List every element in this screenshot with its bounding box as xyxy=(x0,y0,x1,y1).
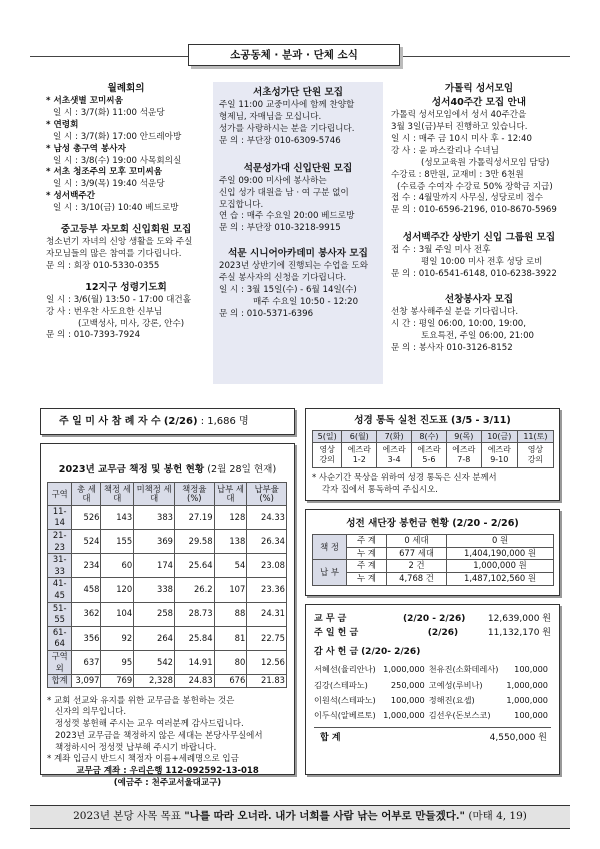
building-row xyxy=(313,560,554,573)
guide-title: 선창봉사자 모집 xyxy=(444,294,514,306)
bible100-recruit xyxy=(391,231,567,281)
youth-line: 청소년기 자녀의 신앙 생활을 도와 주실 xyxy=(46,237,193,248)
budget-note: 정성껏 봉헌해 주시는 교우 여러분께 감사드립니다. xyxy=(55,719,244,730)
reading-day: 11(토) xyxy=(517,431,553,443)
mass-count: : 1,686 명 xyxy=(200,416,249,427)
thanks-cell: 이원석(스테파노) xyxy=(314,694,376,705)
reading-day: 8(수) xyxy=(412,431,447,443)
choir-recruit xyxy=(219,86,377,148)
budget-subtitle: (2월 28일 현재) xyxy=(207,464,277,475)
page-title: 소공동체 · 분과 · 단체 소식 xyxy=(188,44,400,66)
youth-recruit xyxy=(46,223,206,273)
total-label: 합 계 xyxy=(320,733,341,744)
senior-line: 문 의 : 010-5371-6396 xyxy=(219,308,314,319)
reading-day: 5(일) xyxy=(313,431,342,443)
prayer-line: 일 시 : 3/6(월) 13:50 - 17:00 대건홀 xyxy=(46,294,191,305)
thanks-cell: 100,000 xyxy=(514,710,548,721)
building-cell: 1,000,000 원 xyxy=(447,560,554,573)
thanks-date: (2/20- 2/26) xyxy=(361,646,421,657)
budget-cell: 27.19 xyxy=(175,505,215,529)
budget-cell: 526 xyxy=(72,505,101,529)
building-cell: 누 계 xyxy=(347,573,387,586)
bible100-line: 문 의 : 010-6541-6148, 010-6238-3922 xyxy=(391,269,557,280)
budget-cell: 155 xyxy=(101,530,134,554)
budget-cell: 61-64 xyxy=(48,626,72,650)
choir-line: 문 의 : 부단장 010-6309-5746 xyxy=(219,135,341,146)
seokmun-line: 주일 09:00 미사에 봉사하는 xyxy=(219,175,327,186)
choir-line: 형제님, 자매님을 모십니다. xyxy=(219,112,322,123)
budget-cell: 88 xyxy=(214,602,247,626)
budget-cell: 369 xyxy=(134,530,175,554)
table-row xyxy=(48,578,287,602)
reading-content xyxy=(481,443,517,468)
thanks-cell: 1,000,000 xyxy=(383,710,425,721)
table-row xyxy=(48,602,287,626)
budget-cell: 26.2 xyxy=(175,578,215,602)
thanks-cell: 1,000,000 xyxy=(506,679,548,690)
reading-note: * 사순기간 묵상을 위하여 성경 통독은 신자 분께서 xyxy=(312,472,497,483)
reading-content-line: 에즈라 xyxy=(452,445,476,455)
thanks-cell: 250,000 xyxy=(390,679,425,690)
seokmun-line: 신입 성가 대원을 남 · 여 구분 없이 xyxy=(219,187,349,198)
budget-cell: 25.84 xyxy=(175,626,215,650)
budget-cell: 107 xyxy=(214,578,247,602)
budget-heading xyxy=(47,463,288,476)
reading-content-line: 영상 xyxy=(319,445,335,455)
building-box xyxy=(305,509,560,596)
budget-cell: 3,097 xyxy=(72,675,101,688)
budget-cell: 542 xyxy=(134,650,175,674)
budget-cell: 21-23 xyxy=(48,530,72,554)
thanks-table xyxy=(314,662,552,723)
budget-cell: 104 xyxy=(101,602,134,626)
bible100-line: 평일 10:00 미사 전후 성당 로비 xyxy=(421,257,543,268)
bible-line: 문 의 : 010-6596-2196, 010-8670-5969 xyxy=(391,205,557,216)
bible-line: 수강료 : 8만원, 교재비 : 3만 6천원 xyxy=(391,169,524,180)
building-cell: 2 건 xyxy=(387,560,447,573)
budget-box xyxy=(40,443,295,788)
budget-cell: 23.08 xyxy=(247,554,287,578)
budget-cell: 338 xyxy=(134,578,175,602)
budget-cell: 80 xyxy=(214,650,247,674)
reading-content-line: 에즈라 xyxy=(417,445,441,455)
budget-header-cell: 구역 xyxy=(48,483,72,506)
youth-line: 자모님들의 많은 참여를 기다립니다. xyxy=(46,248,182,259)
monthly-item-name: * 연령회 xyxy=(46,119,79,130)
budget-cell: 95 xyxy=(101,650,134,674)
mass-attendance xyxy=(40,408,295,435)
footer-quote: "나를 따라 오너라. 내가 너희를 사람 낚는 어부로 만들겠다." xyxy=(184,810,465,822)
finance-row xyxy=(314,613,551,625)
reading-content xyxy=(446,443,481,468)
budget-cell: 합계 xyxy=(48,675,72,688)
budget-cell: 143 xyxy=(101,505,134,529)
finance-row xyxy=(314,627,551,639)
thanks-cell: 천유진(소화데레사) xyxy=(428,664,499,675)
reading-content xyxy=(342,443,377,468)
thanks-cell: 정해진(요셉) xyxy=(428,694,475,705)
reading-content-line: 3-4 xyxy=(387,455,401,465)
budget-cell: 41-45 xyxy=(48,578,72,602)
budget-cell: 676 xyxy=(214,675,247,688)
finance-amount: 12,639,000 원 xyxy=(487,614,551,624)
guide-line: 시 간 : 평일 06:00, 10:00, 19:00, xyxy=(391,319,526,330)
budget-cell: 356 xyxy=(72,626,101,650)
budget-cell: 120 xyxy=(101,578,134,602)
finance-box xyxy=(305,604,560,775)
budget-body xyxy=(48,505,287,687)
budget-header-cell: 책정율 (%) xyxy=(175,483,215,506)
budget-cell: 264 xyxy=(134,626,175,650)
footer-ref: (마태 4, 19) xyxy=(468,810,527,822)
prayer-meeting xyxy=(46,281,206,343)
budget-cell: 28.73 xyxy=(175,602,215,626)
column-right xyxy=(391,82,567,363)
bible-line: 강 사 : 윤 파스칼리나 수녀님 xyxy=(391,146,499,157)
prayer-line: (고백성사, 미사, 강론, 안수) xyxy=(78,318,185,329)
building-cell: 0 세대 xyxy=(387,535,447,548)
reading-content xyxy=(412,443,447,468)
building-row xyxy=(313,547,554,560)
reading-content-line: 강의 xyxy=(319,455,335,465)
budget-cell: 29.58 xyxy=(175,530,215,554)
thanks-cell: 100,000 xyxy=(390,694,425,705)
footer-motto xyxy=(30,805,570,829)
prayer-line: 문 의 : 010-7393-7924 xyxy=(46,330,141,341)
thanks-cell: 고예성(루비나) xyxy=(428,679,483,690)
building-cell: 0 원 xyxy=(447,535,554,548)
budget-cell: 138 xyxy=(214,530,247,554)
budget-cell: 11-14 xyxy=(48,505,72,529)
choir-line: 성가를 사랑하시는 분을 기다립니다. xyxy=(219,123,355,134)
reading-note: 각자 집에서 통독하여 주십시오. xyxy=(322,483,438,494)
senior-line: 주실 봉사자의 신청을 기다립니다. xyxy=(219,273,347,284)
reading-content-line: 5-6 xyxy=(422,455,436,465)
seokmun-choir xyxy=(219,162,377,236)
footer-prefix: 2023년 본당 사목 목표 xyxy=(73,810,181,822)
building-cell: 4,768 건 xyxy=(387,573,447,586)
reading-table xyxy=(312,430,554,468)
mass-date: (2/26) xyxy=(163,416,198,427)
budget-cell: 25.64 xyxy=(175,554,215,578)
budget-note: 책정하시어 정성껏 납부해 주시기 바랍니다. xyxy=(55,742,217,753)
senior-line: 일 시 : 3월 15일(수) - 6월 14일(수) xyxy=(219,285,357,296)
senior-line: 2023년 상반기에 진행되는 수업을 도와 xyxy=(219,261,369,272)
reading-content xyxy=(313,443,342,468)
building-group: 납 부 xyxy=(313,560,347,585)
building-title: 성전 새단장 봉헌금 현황 (2/20 - 2/26) xyxy=(346,518,519,529)
budget-header-cell: 납부 세대 xyxy=(214,483,247,506)
budget-cell: 24.83 xyxy=(175,675,215,688)
bible-line: (성모교육원 가톨릭성서모임 담당) xyxy=(421,157,550,168)
column-left xyxy=(46,82,206,350)
budget-cell: 128 xyxy=(214,505,247,529)
budget-cell: 637 xyxy=(72,650,101,674)
building-cell: 누 계 xyxy=(347,547,387,560)
budget-note: * 교회 선교와 유지를 위한 교무금을 봉헌하는 것은 xyxy=(47,695,235,706)
building-table xyxy=(312,534,554,585)
guide-line: 토요특전, 주일 06:00, 21:00 xyxy=(421,330,534,341)
reading-box xyxy=(305,408,560,501)
senior-title: 석문 시니어아카데미 봉사자 모집 xyxy=(228,248,368,260)
finance-label: 주 일 헌 금 xyxy=(314,628,359,639)
thanks-cell: 1,000,000 xyxy=(506,694,548,705)
reading-content-line: 1-2 xyxy=(352,455,366,465)
finance-amount: 11,132,170 원 xyxy=(487,628,551,639)
bible100-line: 접 수 : 3월 주일 미사 전후 xyxy=(391,245,491,256)
budget-header-cell: 납부율 (%) xyxy=(247,483,287,506)
budget-cell: 24.33 xyxy=(247,505,287,529)
reading-day: 9(목) xyxy=(446,431,481,443)
reading-content-line: 에즈라 xyxy=(347,445,371,455)
thanks-cell: 김강(스테파노) xyxy=(314,679,368,690)
senior-academy xyxy=(219,247,377,321)
senior-line: 매주 수요일 10:50 - 12:20 xyxy=(253,297,359,308)
bible-line: 접 수 : 4월말까지 사무실, 성당로비 접수 xyxy=(391,193,544,204)
budget-cell: 769 xyxy=(101,675,134,688)
monthly-item-name: * 남성 총구역 봉사자 xyxy=(46,143,126,154)
budget-header-cell: 미책정 세대 xyxy=(134,483,175,506)
choir-line: 주일 11:00 교중미사에 함께 찬양할 xyxy=(219,100,355,111)
monthly-item-detail: 일 시 : 3/7(화) 11:00 석운당 xyxy=(53,108,165,119)
reading-content-line: 7-8 xyxy=(457,455,471,465)
budget-cell: 234 xyxy=(72,554,101,578)
reading-content-line: 강의 xyxy=(527,455,544,465)
choir-title: 서초성가단 단원 모집 xyxy=(252,87,344,98)
thanks-row xyxy=(314,708,552,723)
reading-day: 7(화) xyxy=(377,431,412,443)
reading-content-line: 에즈라 xyxy=(487,445,511,455)
thanks-title: 감 사 헌 금 xyxy=(314,646,359,657)
thanks-cell: 서혜선(율리안나) xyxy=(314,664,376,675)
bible-subtitle: 성서40주간 모집 안내 xyxy=(431,97,527,109)
building-cell: 677 세대 xyxy=(387,547,447,560)
bible-line: 3월 3일(금)부터 진행하고 있습니다. xyxy=(391,122,528,133)
budget-cell: 23.36 xyxy=(247,578,287,602)
thanks-row xyxy=(314,693,552,708)
table-row xyxy=(48,554,287,578)
monthly-item-name: * 성서백주간 xyxy=(46,191,95,202)
budget-cell: 14.91 xyxy=(175,650,215,674)
bible100-title: 성서백주간 상반기 신입 그룹원 모집 xyxy=(402,232,556,244)
monthly-title: 월례회의 xyxy=(107,83,145,94)
budget-cell: 81 xyxy=(214,626,247,650)
seokmun-line: 문 의 : 부단장 010-3218-9915 xyxy=(219,223,341,234)
monthly-meetings xyxy=(46,82,206,215)
guide-line: 선창 봉사해주실 분을 기다립니다. xyxy=(391,307,519,318)
monthly-item-detail: 일 시 : 3/7(화) 17:00 안드레아방 xyxy=(53,131,182,142)
table-row xyxy=(48,530,287,554)
budget-cell: 21.83 xyxy=(247,675,287,688)
bible-line: 일 시 : 매주 금 10시 미사 후 - 12:40 xyxy=(391,134,532,145)
monthly-list xyxy=(46,96,206,215)
budget-cell: 174 xyxy=(134,554,175,578)
budget-cell: 60 xyxy=(101,554,134,578)
finance-label: 교 무 금 xyxy=(314,614,347,624)
guide-recruit xyxy=(391,293,567,355)
monthly-item-name: * 서초샛별 꼬미씨움 xyxy=(46,96,123,107)
finance-date: (2/20 - 2/26) xyxy=(402,614,466,624)
table-row xyxy=(48,505,287,529)
reading-content-line: 에즈라 xyxy=(382,445,406,455)
prayer-title: 12지구 성령기도회 xyxy=(85,281,167,293)
budget-table xyxy=(47,482,287,688)
building-cell: 주 계 xyxy=(347,560,387,573)
thanks-row xyxy=(314,678,552,693)
thanks-cell: 이두식(알베르토) xyxy=(314,710,376,721)
bible-title: 가톨릭 성서모임 xyxy=(444,83,514,94)
building-cell: 주 계 xyxy=(347,535,387,548)
budget-header-row xyxy=(48,483,287,506)
budget-title: 2023년 교무금 책정 및 봉헌 현황 xyxy=(58,464,205,475)
budget-cell: 383 xyxy=(134,505,175,529)
monthly-item-detail: 일 시 : 3/10(금) 10:40 베드로방 xyxy=(53,202,179,213)
reading-day: 6(월) xyxy=(342,431,377,443)
reading-days-row xyxy=(313,431,554,443)
building-group: 책 정 xyxy=(313,535,347,560)
table-row xyxy=(48,626,287,650)
monthly-item-name: * 서초 청조주의 모후 꼬미씨움 xyxy=(46,167,163,178)
budget-cell: 92 xyxy=(101,626,134,650)
thanks-cell: 100,000 xyxy=(514,664,548,675)
bible-line: 가톨릭 성서모임에서 성서 40주간을 xyxy=(391,110,527,121)
column-middle xyxy=(213,82,383,384)
seokmun-line: 모집합니다. xyxy=(219,199,264,210)
finance-total xyxy=(314,727,551,744)
budget-note: 2023년 교무금을 책정하지 않은 세대는 본당사무실에서 xyxy=(55,730,263,741)
total-amount: 4,550,000 원 xyxy=(489,733,547,744)
youth-line: 문 의 : 회장 010-5330-0355 xyxy=(46,260,160,271)
budget-cell: 26.34 xyxy=(247,530,287,554)
table-row xyxy=(48,650,287,674)
bible-study xyxy=(391,82,567,217)
reading-content xyxy=(517,443,553,468)
budget-cell: 362 xyxy=(72,602,101,626)
monthly-item-detail: 일 시 : 3/9(목) 19:40 석운당 xyxy=(53,179,165,190)
budget-cell: 458 xyxy=(72,578,101,602)
budget-cell: 51-55 xyxy=(48,602,72,626)
building-row xyxy=(313,535,554,548)
budget-account: 교무금 계좌 : 우리은행 112-092592-13-018 xyxy=(76,766,259,777)
budget-notes xyxy=(47,696,288,790)
budget-cell: 구역외 xyxy=(48,650,72,674)
seokmun-line: 연 습 : 매주 수요일 20:00 베드로방 xyxy=(219,211,355,222)
building-cell: 1,404,190,000 원 xyxy=(447,547,554,560)
prayer-line: 강 사 : 번우찬 사도요한 신부님 xyxy=(46,306,163,317)
budget-note: 신자의 의무입니다. xyxy=(55,707,127,718)
budget-cell: 2,328 xyxy=(134,675,175,688)
budget-cell: 31-33 xyxy=(48,554,72,578)
reading-contents-row xyxy=(313,443,554,468)
budget-note: * 계좌 입금시 반드시 책정자 이름+세례명으로 입금 xyxy=(47,754,239,765)
reading-content xyxy=(377,443,412,468)
reading-content-line: 영상 xyxy=(527,445,544,455)
budget-cell: 258 xyxy=(134,602,175,626)
building-row xyxy=(313,573,554,586)
seokmun-title: 석문성가대 신입단원 모집 xyxy=(243,162,353,174)
budget-cell: 12.56 xyxy=(247,650,287,674)
monthly-item-detail: 일 시 : 3/8(수) 19:00 사목회의실 xyxy=(53,155,182,166)
mass-label: 주 일 미 사 참 례 자 수 xyxy=(59,416,161,427)
reading-day: 10(금) xyxy=(481,431,517,443)
youth-title: 중고등부 자모회 신입회원 모집 xyxy=(60,223,192,235)
budget-header-cell: 총 세대 xyxy=(72,483,101,506)
budget-header-cell: 책정 세대 xyxy=(101,483,134,506)
budget-cell: 24.31 xyxy=(247,602,287,626)
budget-cell: 524 xyxy=(72,530,101,554)
budget-cell: 54 xyxy=(214,554,247,578)
reading-content-line: 9-10 xyxy=(490,455,509,465)
bible-line: (수료증 수여자 수강료 50% 장학금 지급) xyxy=(397,181,553,192)
table-row xyxy=(48,675,287,688)
reading-title: 성경 통독 실천 진도표 (3/5 - 3/11) xyxy=(354,415,511,426)
finance-date: (2/26) xyxy=(427,628,459,639)
building-cell: 1,487,102,560 원 xyxy=(447,573,554,586)
thanks-row xyxy=(314,662,552,677)
thanks-cell: 1,000,000 xyxy=(383,664,425,675)
thanks-heading xyxy=(314,646,551,658)
guide-line: 문 의 : 봉사자 010-3126-8152 xyxy=(391,342,513,353)
budget-holder: (예금주 : 천주교서울대교구) xyxy=(113,777,222,788)
thanks-cell: 김선우(돈보스코) xyxy=(428,710,491,721)
budget-cell: 22.75 xyxy=(247,626,287,650)
